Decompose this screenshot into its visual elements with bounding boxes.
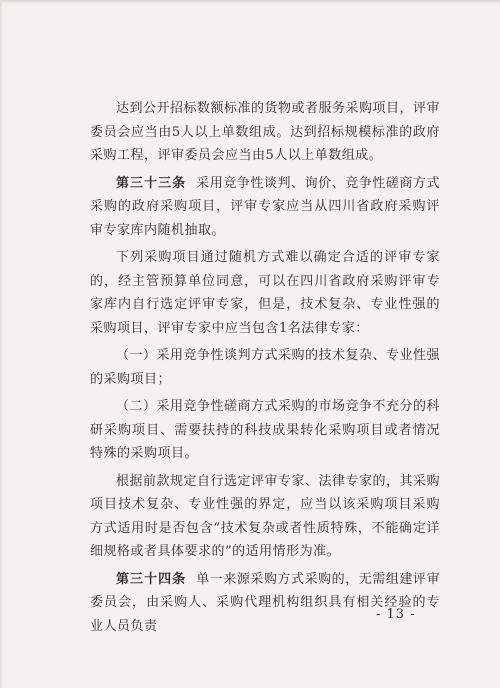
list-item-1-text: （一）采用竞争性谈判方式采购的技术复杂、专业性强的采购项目；: [90, 348, 441, 387]
paragraph-3-text: 下列采购项目通过随机方式难以确定合适的评审专家的，经主管预算单位同意，可以在四川省政府采购评审专家库内自行选定评审专家，但是，技术复杂、专业性强的采购项目，评审专家中应当包含1名法律专家：: [90, 250, 440, 336]
article-34: [90, 568, 440, 639]
article-33-text: 采用竞争性谈判、询价、竞争性磋商方式采购的政府采购项目，评审专家应当从四川省政府采购评审专家库内随机抽取。: [90, 175, 440, 238]
list-item-1: [90, 344, 440, 391]
document-body: [90, 97, 440, 642]
paragraph-6-text: 根据前款规定自行选定评审专家、法律专家的，其采购项目技术复杂、专业性强的界定，应当以该采购项目采购方式适用时是否包含“技术复杂或者性质特殊，不能确定详细规格或者具体要求的”的适用情形为准。: [90, 473, 441, 559]
article-34-text: 单一来源采购方式采购的，无需组建评审委员会，由采购人、采购代理机构组织具有相关经验的专业人员负责: [90, 571, 440, 634]
article-34-number: 第三十四条: [116, 571, 187, 587]
paragraph-1-text: 达到公开招标数额标准的货物或者服务采购项目，评审委员会应当由5人以上单数组成。达到招标规模标准的政府采购工程，评审委员会应当由5人以上单数组成。: [90, 101, 441, 163]
list-item-2-text: （二）采用竞争性磋商方式采购的市场竞争不充分的科研采购项目、需要扶持的科技成果转化采购项目或者情况特殊的采购项目。: [90, 399, 441, 461]
article-33: [90, 172, 440, 243]
paragraph-6: [90, 470, 440, 564]
page-number: - 13 -: [376, 607, 416, 622]
paragraph-1: [90, 97, 440, 168]
scan-edge-top: [0, 0, 500, 4]
list-item-2: [90, 395, 440, 466]
scan-edge-left: [0, 0, 3, 688]
article-33-number: 第三十三条: [116, 175, 187, 191]
paragraph-3: [90, 246, 440, 340]
